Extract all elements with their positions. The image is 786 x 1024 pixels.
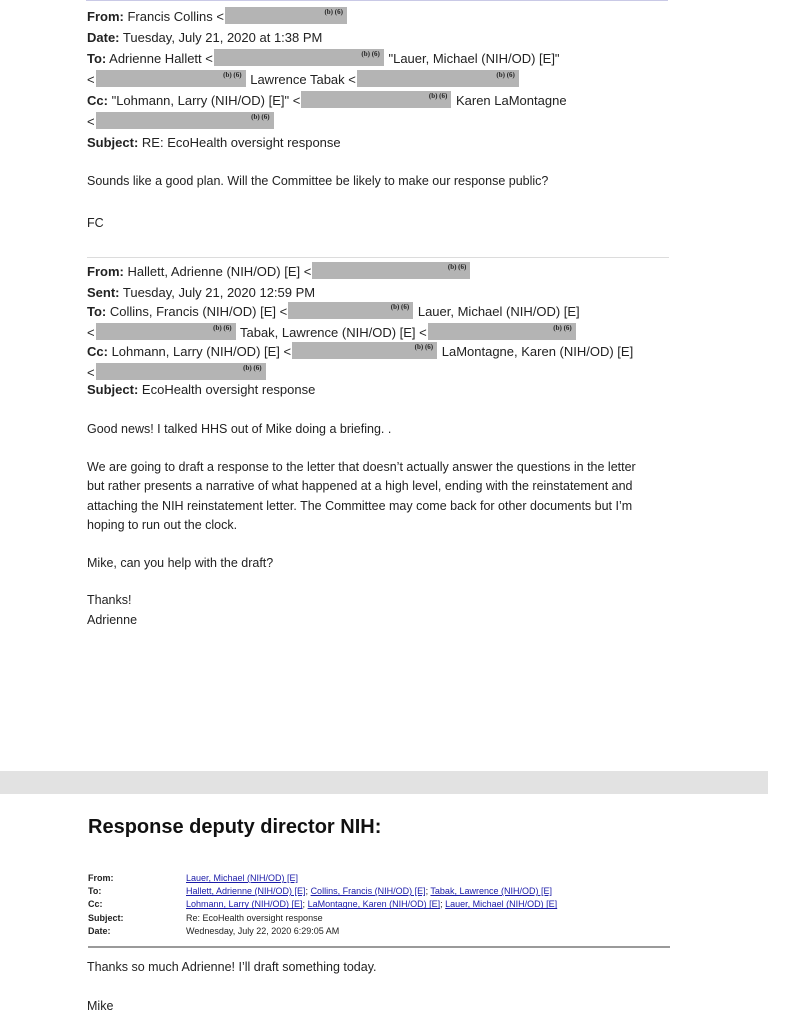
cc-value xyxy=(186,898,557,911)
from-value xyxy=(186,872,298,885)
redaction-box xyxy=(428,323,576,340)
to-value: "Lauer, Michael (NIH/OD) [E]" xyxy=(388,51,560,66)
cc-value: "Lohmann, Larry (NIH/OD) [E]" < xyxy=(111,93,301,108)
recipient-link[interactable]: Lauer, Michael (NIH/OD) [E] xyxy=(186,873,299,883)
redaction-tag: (b) (6) xyxy=(361,50,380,58)
email-hallett xyxy=(87,257,687,630)
email-collins xyxy=(87,6,687,233)
redaction-box xyxy=(225,7,347,24)
cc-row xyxy=(87,341,687,362)
body-paragraph: Mike, can you help with the draft? xyxy=(87,555,274,570)
redaction-box xyxy=(96,363,266,380)
cc-label: Cc: xyxy=(87,93,108,108)
to-value: Tabak, Lawrence (NIH/OD) [E] < xyxy=(239,325,427,340)
redaction-tag: (b) (6) xyxy=(324,8,343,16)
signoff: FC xyxy=(87,215,104,230)
to-value xyxy=(186,885,552,898)
to-value: Lawrence Tabak < xyxy=(250,72,356,87)
divider xyxy=(87,257,669,258)
date-label: Date: xyxy=(88,925,111,936)
cc-value: Lohmann, Larry (NIH/OD) [E] < xyxy=(111,344,292,359)
separator: ; xyxy=(440,899,446,910)
header-divider xyxy=(88,946,670,948)
to-label: To: xyxy=(87,304,107,319)
redaction-box xyxy=(96,112,274,129)
sent-value: Tuesday, July 21, 2020 12:59 PM xyxy=(122,285,316,300)
recipient-link[interactable]: Tabak, Lawrence (NIH/OD) [E] xyxy=(430,886,552,897)
sent-label: Sent: xyxy=(87,285,120,300)
separator: ; xyxy=(302,899,308,910)
redaction-tag: (b) (6) xyxy=(223,71,242,79)
cc-label: Cc: xyxy=(87,344,108,359)
subject-value: RE: EcoHealth oversight response xyxy=(141,135,341,150)
redaction-box xyxy=(292,342,437,359)
date-value: Tuesday, July 21, 2020 at 1:38 PM xyxy=(122,30,323,45)
separator: ; xyxy=(425,886,431,897)
to-label: To: xyxy=(87,51,107,66)
subject-value: Re: EcoHealth oversight response xyxy=(186,912,323,923)
to-value: Lauer, Michael (NIH/OD) [E] xyxy=(417,304,580,319)
bracket: < xyxy=(87,365,95,380)
section-band xyxy=(0,771,768,794)
redaction-tag: (b) (6) xyxy=(251,113,270,121)
redaction-tag: (b) (6) xyxy=(553,324,572,332)
redaction-box xyxy=(96,70,246,87)
body-paragraph xyxy=(87,458,687,536)
redaction-box xyxy=(312,262,470,279)
body-line: We are going to draft a response to the letter that doesn’t actually answer the questions in the letter xyxy=(87,459,636,474)
redaction-box xyxy=(301,91,451,108)
thanks: Thanks! xyxy=(87,593,132,607)
response-title: Response deputy director NIH: xyxy=(88,816,382,838)
cc-label: Cc: xyxy=(88,899,103,910)
sent-row xyxy=(87,282,687,301)
recipient-link[interactable]: Hallett, Adrienne (NIH/OD) [E] xyxy=(186,886,306,897)
signature: Adrienne xyxy=(87,612,138,627)
subject-value: EcoHealth oversight response xyxy=(141,382,316,397)
to-row-cont xyxy=(87,322,687,341)
recipient-link[interactable]: LaMontagne, Karen (NIH/OD) [E] xyxy=(307,899,441,910)
from-row xyxy=(87,261,687,282)
cc-row xyxy=(87,90,687,111)
from-value: Hallett, Adrienne (NIH/OD) [E] < xyxy=(127,264,312,279)
redaction-tag: (b) (6) xyxy=(414,343,434,351)
redaction-tag: (b) (6) xyxy=(496,71,515,79)
date-value: Wednesday, July 22, 2020 6:29:05 AM xyxy=(186,925,340,936)
date-label: Date: xyxy=(87,30,120,45)
body-line: attaching the NIH reinstatement letter. The Committee may come back for other documents but I’m xyxy=(87,498,633,513)
subject-label: Subject: xyxy=(88,912,124,923)
redaction-tag: (b) (6) xyxy=(390,303,410,311)
email-body: Sounds like a good plan. Will the Committee be likely to make our response public? xyxy=(87,174,549,188)
recipient-link[interactable]: Lauer, Michael (NIH/OD) [E] xyxy=(445,899,558,910)
subject-row xyxy=(87,379,687,400)
date-row xyxy=(87,27,687,48)
from-label: From: xyxy=(87,264,124,279)
redaction-box xyxy=(214,49,384,66)
recipient-link[interactable]: Lohmann, Larry (NIH/OD) [E] xyxy=(186,899,303,910)
to-row xyxy=(87,48,687,69)
bracket: < xyxy=(87,114,95,129)
top-divider xyxy=(86,0,668,1)
reply-signoff: Mike xyxy=(87,999,114,1013)
to-value: Adrienne Hallett < xyxy=(109,51,213,66)
redaction-tag: (b) (6) xyxy=(428,92,448,100)
reply-body: Thanks so much Adrienne! I’ll draft something today. xyxy=(87,960,377,974)
cc-row-cont xyxy=(87,362,687,379)
redaction-tag: (b) (6) xyxy=(213,324,232,332)
redaction-box xyxy=(288,302,413,319)
from-label: From: xyxy=(88,873,114,883)
subject-label: Subject: xyxy=(87,135,139,150)
from-label: From: xyxy=(87,9,124,24)
bracket: < xyxy=(87,325,95,340)
redaction-tag: (b) (6) xyxy=(447,263,467,271)
body-line: but rather presents a narrative of what happened at a high level, ending with the reinstatement and xyxy=(87,479,633,493)
to-label: To: xyxy=(88,886,102,897)
recipient-link[interactable]: Collins, Francis (NIH/OD) [E] xyxy=(310,886,426,897)
separator: ; xyxy=(305,886,311,897)
redaction-tag: (b) (6) xyxy=(243,364,262,372)
bracket: < xyxy=(87,72,95,87)
redaction-box xyxy=(357,70,519,87)
to-value: Collins, Francis (NIH/OD) [E] < xyxy=(109,304,288,319)
to-row xyxy=(87,301,687,322)
from-value: Francis Collins < xyxy=(127,9,224,24)
cc-value: LaMontagne, Karen (NIH/OD) [E] xyxy=(441,344,634,359)
cc-row-cont xyxy=(87,111,687,132)
subject-label: Subject: xyxy=(87,382,139,397)
to-row-cont xyxy=(87,69,687,90)
redaction-box xyxy=(96,323,236,340)
body-paragraph: Good news! I talked HHS out of Mike doing a briefing. . xyxy=(87,422,392,436)
body-line: hoping to run out the clock. xyxy=(87,518,238,532)
subject-row xyxy=(87,132,687,153)
from-row xyxy=(87,6,687,27)
cc-value: Karen LaMontagne xyxy=(455,93,567,108)
